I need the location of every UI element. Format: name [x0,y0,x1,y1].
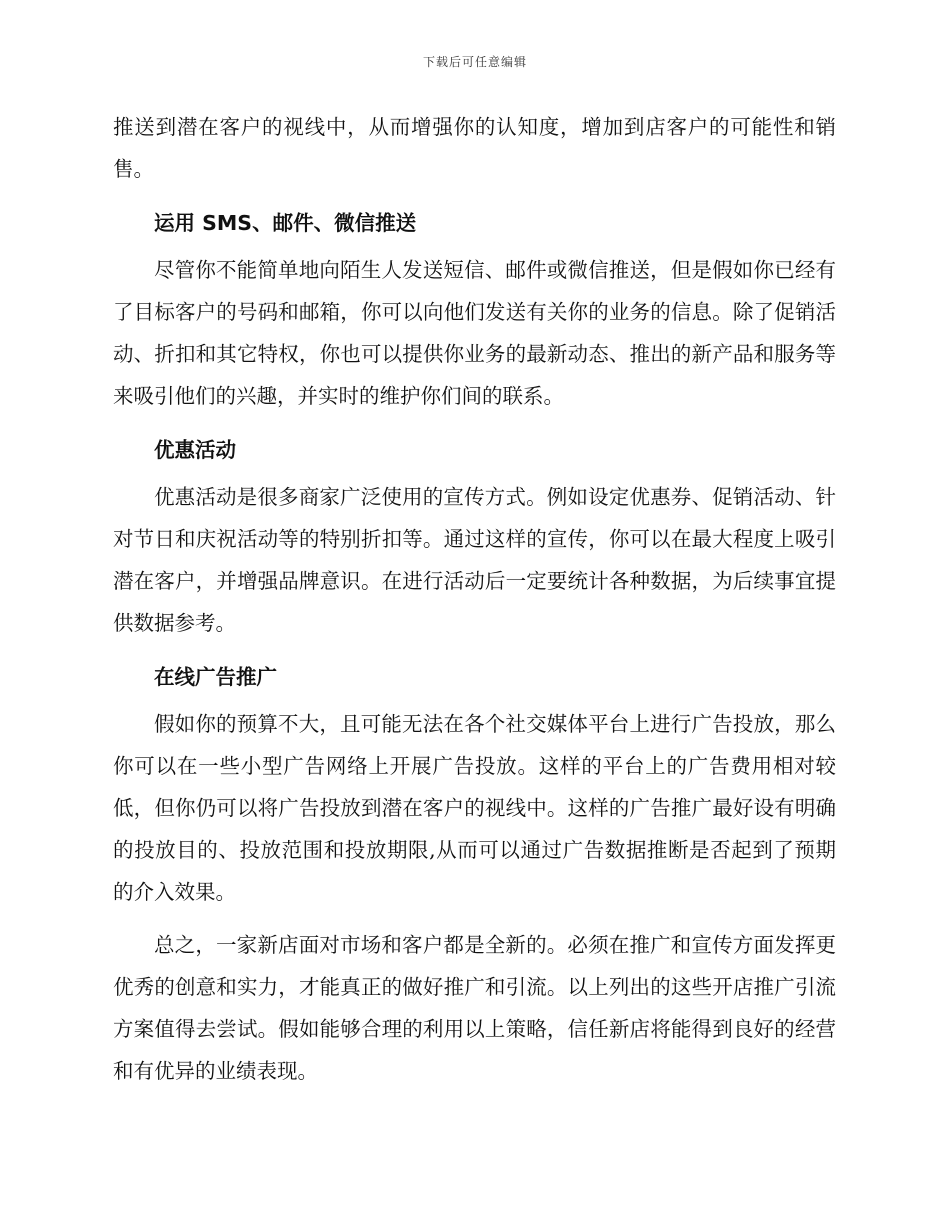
paragraph-gap [113,913,836,925]
section-heading-promo: 优惠活动 [154,437,236,462]
section-paragraph-online-ads: 假如你的预算不大，且可能无法在各个社交媒体平台上进行广告投放，那么你可以在一些小型广告网络上开展广告投放。这样的平台上的广告费用相对较低，但你仍可以将广告投放到潜在客户的视线中。这样的广告推广最好设有明确的投放目的、投放范围和投放期限,从而可以通过广告数据推断是否起到了预期的介入效果。 [113,712,836,904]
section-paragraph-promo: 优惠活动是很多商家广泛使用的宣传方式。例如设定优惠券、促销活动、针对节日和庆祝活动等的特别折扣等。通过这样的宣传，你可以在最大程度上吸引潜在客户，并增强品牌意识。在进行活动后一定要统计各种数据，为后续事宜提供数据参考。 [113,485,836,635]
section-heading-online-ads: 在线广告推广 [154,664,277,689]
page-header: 下载后可任意编辑 [422,55,527,69]
section-paragraph-sms: 尽管你不能简单地向陌生人发送短信、邮件或微信推送，但是假如你已经有了目标客户的号码和邮箱，你可以向他们发送有关你的业务的信息。除了促销活动、折扣和其它特权，你也可以提供你业务的最新动态、推出的新产品和服务等来吸引他们的兴趣，并实时的维护你们间的联系。 [113,258,836,408]
intro-paragraph: 推送到潜在客户的视线中，从而增强你的认知度，增加到店客户的可能性和销售。 [113,115,836,181]
document-body [113,107,836,1093]
section-heading-sms: 运用 SMS、邮件、微信推送 [154,210,417,235]
conclusion-paragraph: 总之，一家新店面对市场和客户都是全新的。必须在推广和宣传方面发挥更优秀的创意和实力，才能真正的做好推广和引流。以上列出的这些开店推广引流方案值得去尝试。假如能够合理的利用以上策略，信任新店将能得到良好的经营和有优异的业绩表现。 [113,933,836,1083]
